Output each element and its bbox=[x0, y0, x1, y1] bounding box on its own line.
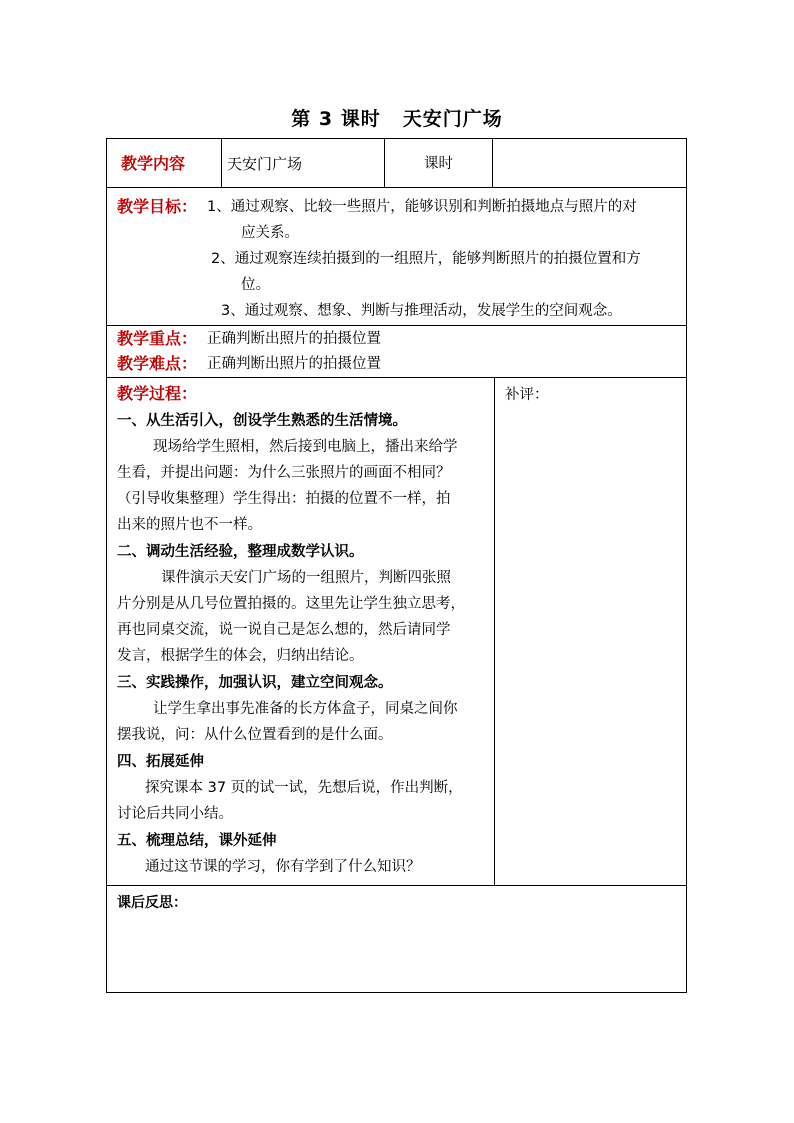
key-point-text: 正确判断出照片的拍摄位置 bbox=[207, 331, 381, 347]
col-divider bbox=[494, 377, 495, 885]
row-divider bbox=[107, 377, 686, 378]
section-line: 探究课本 37 页的试一试，先想后说，作出判断， bbox=[145, 780, 463, 796]
col-divider bbox=[221, 139, 222, 187]
section-line: 摆我说，问：从什么位置看到的是什么面。 bbox=[117, 727, 393, 743]
comment-label: 补评： bbox=[505, 387, 549, 403]
section-heading: 二、调动生活经验，整理成数学认识。 bbox=[117, 544, 364, 560]
lesson-number: 第 3 课时 bbox=[291, 108, 381, 130]
section-line: 发言，根据学生的体会，归纳出结论。 bbox=[117, 648, 364, 664]
section-line: 课件演示天安门广场的一组照片，判断四张照 bbox=[161, 570, 451, 586]
section-heading: 五、梳理总结，课外延伸 bbox=[117, 833, 277, 849]
section-line: 片分别是从几号位置拍摄的。这里先让学生独立思考， bbox=[117, 596, 465, 612]
section-heading: 一、从生活引入，创设学生熟悉的生活情境。 bbox=[117, 413, 407, 429]
section-line: 生看，并提出问题：为什么三张照片的画面不相同？ bbox=[117, 465, 451, 481]
page-title bbox=[0, 104, 794, 131]
row-divider bbox=[107, 325, 686, 326]
period-label: 课时 bbox=[424, 156, 453, 172]
goals-label: 教学目标： bbox=[117, 197, 198, 216]
difficulty-label: 教学难点： bbox=[117, 354, 198, 373]
section-line: 让学生拿出事先准备的长方体盒子，同桌之间你 bbox=[153, 701, 458, 717]
section-line: 再也同桌交流，说一说自己是怎么想的，然后请同学 bbox=[117, 622, 451, 638]
process-label: 教学过程： bbox=[117, 384, 198, 403]
goal-item: 位。 bbox=[241, 277, 270, 293]
section-line: 出来的照片也不一样。 bbox=[117, 517, 262, 533]
goal-item: 应关系。 bbox=[241, 225, 299, 241]
content-label: 教学内容 bbox=[121, 154, 186, 173]
col-divider bbox=[492, 139, 493, 187]
section-heading: 三、实践操作，加强认识，建立空间观念。 bbox=[117, 675, 393, 691]
row-divider bbox=[107, 885, 686, 886]
goal-item: 3、通过观察、想象、判断与推理活动，发展学生的空间观念。 bbox=[221, 303, 622, 319]
reflection-label: 课后反思： bbox=[117, 895, 187, 911]
section-line: 现场给学生照相，然后接到电脑上，播出来给学 bbox=[153, 439, 458, 455]
content-value: 天安门广场 bbox=[227, 155, 303, 173]
lesson-plan-table bbox=[106, 138, 687, 993]
difficulty-text: 正确判断出照片的拍摄位置 bbox=[207, 356, 381, 372]
section-line: （引导收集整理）学生得出：拍摄的位置不一样，拍 bbox=[117, 491, 451, 507]
key-point-label: 教学重点： bbox=[117, 329, 198, 348]
section-heading: 四、拓展延伸 bbox=[117, 754, 204, 770]
goal-item: 2、通过观察连续拍摄到的一组照片，能够判断照片的拍摄位置和方 bbox=[211, 251, 641, 267]
lesson-topic: 天安门广场 bbox=[402, 108, 503, 130]
goal-item: 1、通过观察、比较一些照片，能够识别和判断拍摄地点与照片的对 bbox=[207, 199, 637, 215]
section-line: 通过这节课的学习，你有学到了什么知识？ bbox=[145, 859, 421, 875]
section-line: 讨论后共同小结。 bbox=[117, 806, 233, 822]
row-divider bbox=[107, 187, 686, 188]
col-divider bbox=[384, 139, 385, 187]
